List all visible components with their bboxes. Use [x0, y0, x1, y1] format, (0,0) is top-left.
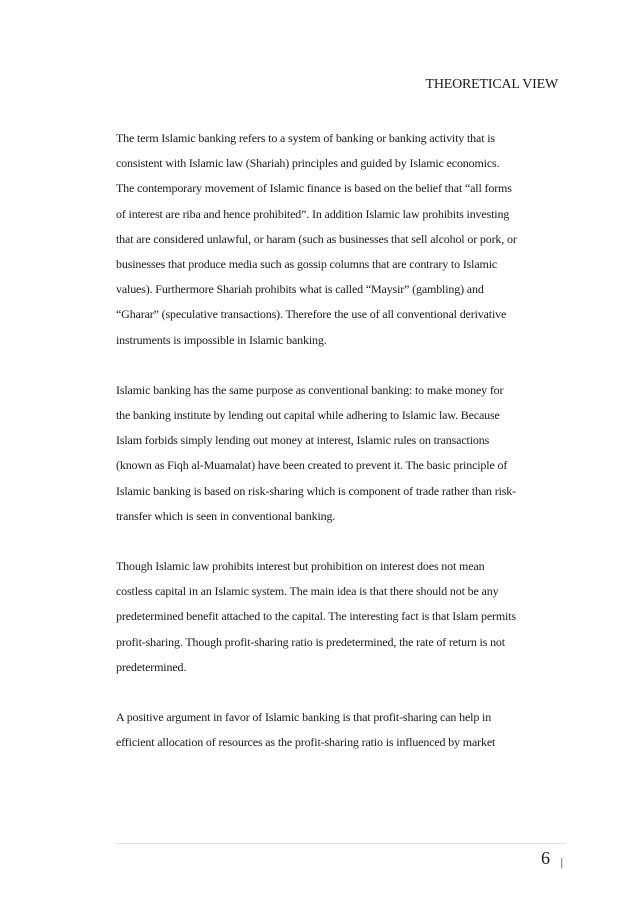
text-line: the banking institute by lending out capital while adhering to Islamic law. Because [116, 408, 500, 423]
text-line: A positive argument in favor of Islamic banking is that profit-sharing can help in [116, 710, 492, 725]
text-line: (known as Fiqh al-Muamalat) have been created to prevent it. The basic principle of [116, 458, 508, 473]
text-line: predetermined. [116, 659, 187, 674]
text-line: instruments is impossible in Islamic banking. [116, 332, 327, 347]
text-line: Islamic banking has the same purpose as conventional banking: to make money for [116, 382, 504, 397]
text-line: Islamic banking is based on risk-sharing which is component of trade rather than risk- [116, 483, 516, 498]
page-number-separator: | [560, 855, 563, 869]
text-line: The contemporary movement of Islamic finance is based on the belief that “all forms [116, 181, 512, 196]
paragraph-1 [116, 126, 566, 353]
paragraph-4 [116, 705, 566, 755]
text-line: predetermined benefit attached to the capital. The interesting fact is that Islam permits [116, 609, 516, 624]
footer-divider [116, 843, 566, 844]
text-line: profit-sharing. Though profit-sharing ratio is predetermined, the rate of return is not [116, 634, 505, 649]
text-line: of interest are riba and hence prohibited”. In addition Islamic law prohibits investing [116, 206, 510, 221]
text-line: transfer which is seen in conventional banking. [116, 508, 336, 523]
text-line: efficient allocation of resources as the profit-sharing ratio is influenced by market [116, 735, 496, 750]
text-line: Islam forbids simply lending out money at interest, Islamic rules on transactions [116, 433, 490, 448]
text-line: that are considered unlawful, or haram (such as businesses that sell alcohol or pork, or [116, 231, 517, 246]
text-line: Though Islamic law prohibits interest but prohibition on interest does not mean [116, 559, 485, 574]
text-line: The term Islamic banking refers to a system of banking or banking activity that is [116, 131, 495, 145]
paragraph-3 [116, 554, 566, 680]
text-line: costless capital in an Islamic system. The main idea is that there should not be any [116, 584, 499, 599]
text-line: values). Furthermore Shariah prohibits what is called “Maysir” (gambling) and [116, 282, 484, 297]
paragraph-2 [116, 378, 566, 529]
document-body [116, 126, 566, 780]
page-header-title: THEORETICAL VIEW [425, 77, 558, 92]
text-line: “Gharar” (speculative transactions). Therefore the use of all conventional derivative [116, 307, 507, 322]
page-number: 6 [541, 848, 550, 868]
text-line: consistent with Islamic law (Shariah) principles and guided by Islamic economics. [116, 156, 500, 171]
text-line: businesses that produce media such as gossip columns that are contrary to Islamic [116, 257, 498, 272]
